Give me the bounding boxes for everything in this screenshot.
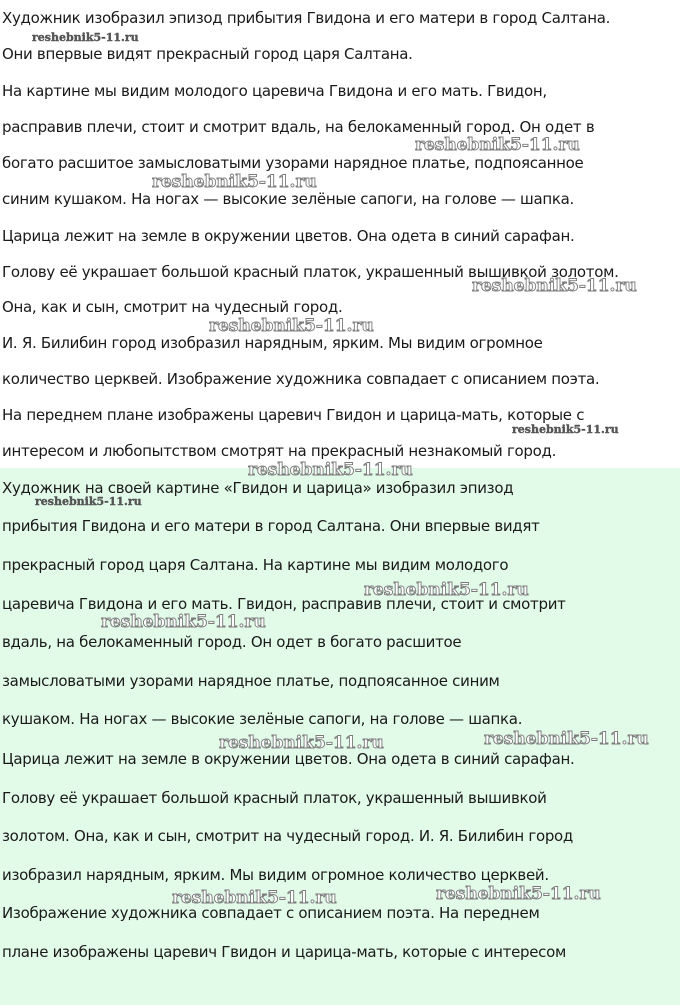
watermark: reshebnik5-11.ru	[484, 729, 649, 749]
watermark: reshebnik5-11.ru	[364, 580, 529, 600]
text-line: расправив плечи, стоит и смотрит вдаль, на белокаменный город. Он одет в	[2, 118, 595, 136]
answer-block-top	[0, 0, 680, 468]
text-line: Она, как и сын, смотрит на чудесный город.	[2, 298, 343, 316]
text-line: Изображение художника совпадает с описанием поэта. На переднем	[2, 904, 540, 922]
text-line: богато расшитое замысловатыми узорами нарядное платье, подпоясанное	[2, 154, 584, 172]
text-line: интересом и любопытством смотрят на прекрасный незнакомый город.	[2, 442, 557, 460]
text-line: синим кушаком. На ногах — высокие зелёные сапоги, на голове — шапка.	[2, 190, 574, 208]
watermark: reshebnik5-11.ru	[35, 495, 142, 508]
text-line: изобразил нарядным, ярким. Мы видим огромное количество церквей.	[2, 866, 549, 884]
watermark: reshebnik5-11.ru	[172, 888, 337, 908]
watermark: reshebnik5-11.ru	[472, 276, 637, 296]
text-line: плане изображены царевич Гвидон и царица-мать, которые с интересом	[2, 943, 567, 961]
text-line: золотом. Она, как и сын, смотрит на чудесный город. И. Я. Билибин город	[2, 827, 573, 845]
text-line: кушаком. На ногах — высокие зелёные сапоги, на голове — шапка.	[2, 710, 523, 728]
text-line: количество церквей. Изображение художника совпадает с описанием поэта.	[2, 370, 600, 388]
watermark: reshebnik5-11.ru	[152, 172, 317, 192]
text-line: Царица лежит на земле в окружении цветов. Она одета в синий сарафан.	[2, 227, 575, 245]
text-line: Голову её украшает большой красный платок, украшенный вышивкой золотом.	[2, 263, 619, 281]
watermark: reshebnik5-11.ru	[436, 884, 601, 904]
text-line: царевича Гвидона и его мать. Гвидон, расправив плечи, стоит и смотрит	[2, 595, 566, 613]
watermark: reshebnik5-11.ru	[101, 612, 266, 632]
text-line: прекрасный город царя Салтана. На картине мы видим молодого	[2, 556, 509, 574]
text-line: замысловатыми узорами нарядное платье, подпоясанное синим	[2, 672, 500, 690]
watermark: reshebnik5-11.ru	[248, 460, 413, 480]
text-line: Они впервые видят прекрасный город царя Салтана.	[2, 45, 413, 63]
text-line: Царица лежит на земле в окружении цветов. Она одета в синий сарафан.	[2, 750, 575, 768]
watermark: reshebnik5-11.ru	[415, 135, 580, 155]
watermark: reshebnik5-11.ru	[512, 423, 619, 436]
watermark: reshebnik5-11.ru	[219, 733, 384, 753]
text-line: И. Я. Билибин город изобразил нарядным, ярким. Мы видим огромное	[2, 334, 543, 352]
text-line: Художник изобразил эпизод прибытия Гвидона и его матери в город Салтана.	[2, 9, 611, 27]
watermark: reshebnik5-11.ru	[32, 31, 139, 44]
watermark: reshebnik5-11.ru	[209, 316, 374, 336]
text-line: вдаль, на белокаменный город. Он одет в богато расшитое	[2, 633, 462, 651]
text-line: Художник на своей картине «Гвидон и царица» изобразил эпизод	[2, 479, 514, 497]
text-line: прибытия Гвидона и его матери в город Салтана. Они впервые видят	[2, 517, 540, 535]
text-line: Голову её украшает большой красный платок, украшенный вышивкой	[2, 789, 547, 807]
text-line: На картине мы видим молодого царевича Гвидона и его мать. Гвидон,	[2, 82, 547, 100]
text-line: На переднем плане изображены царевич Гвидон и царица-мать, которые с	[2, 406, 585, 424]
